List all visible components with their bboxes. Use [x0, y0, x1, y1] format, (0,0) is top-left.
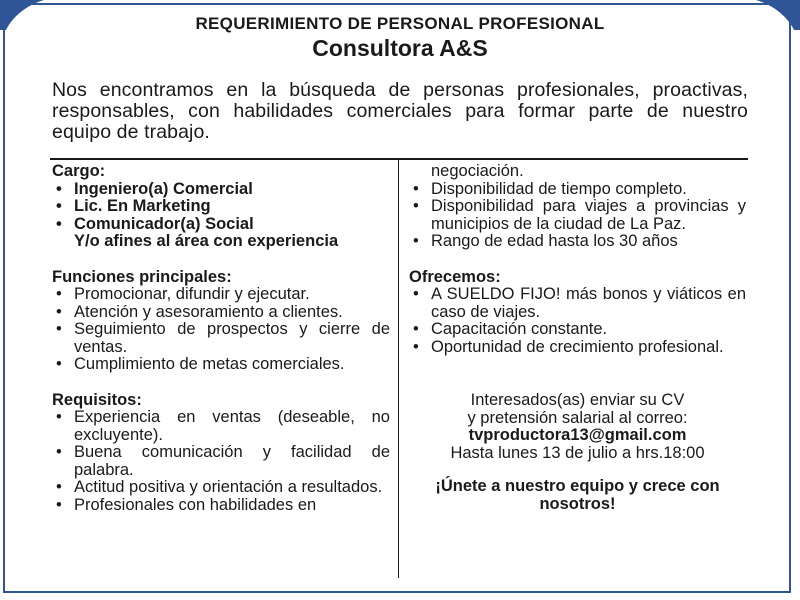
requisitos-item: • Disponibilidad de tiempo completo. — [409, 181, 746, 199]
contact-line-2: y pretensión salarial al correo: — [467, 408, 688, 427]
requisitos-item: • Profesionales con habilidades en — [52, 497, 390, 515]
left-column — [52, 163, 390, 514]
vertical-divider — [398, 160, 399, 578]
horizontal-divider — [50, 158, 748, 160]
ofrecemos-item: • Capacitación constante. — [409, 321, 746, 339]
requisitos-item: • Disponibilidad para viajes a provincias y municipios de la ciudad de La Paz. — [409, 198, 746, 233]
requisitos-item: • Actitud positiva y orientación a resultados. — [52, 479, 390, 497]
cargo-list — [52, 181, 390, 234]
requisitos-item: • Experiencia en ventas (deseable, no excluyente). — [52, 409, 390, 444]
funciones-item: • Seguimiento de prospectos y cierre de ventas. — [52, 321, 390, 356]
company-name: Consultora A&S — [312, 35, 488, 61]
funciones-item: • Cumplimiento de metas comerciales. — [52, 356, 390, 374]
contact-line-1: Interesados(as) enviar su CV — [470, 391, 685, 409]
requisitos-title: Requisitos: — [52, 390, 142, 409]
contact-block — [409, 392, 746, 462]
cargo-item: • Lic. En Marketing — [52, 198, 390, 216]
funciones-item: • Promocionar, difundir y ejecutar. — [52, 286, 390, 304]
requisitos-item: • Buena comunicación y facilidad de palabra. — [52, 444, 390, 479]
cargo-title: Cargo: — [52, 162, 106, 180]
right-column — [409, 163, 746, 513]
header — [0, 14, 800, 62]
funciones-item: • Atención y asesoramiento a clientes. — [52, 304, 390, 322]
intro-paragraph: Nos encontramos en la búsqueda de personas profesionales, proactivas, responsables, con habilidades comerciales para formar parte de nuestro equipo de trabajo. — [52, 79, 748, 143]
funciones-title: Funciones principales: — [52, 267, 232, 286]
contact-email: tvproductora13@gmail.com — [468, 426, 687, 444]
ofrecemos-item: • Oportunidad de crecimiento profesional. — [409, 339, 746, 357]
ofrecemos-list — [409, 286, 746, 356]
requisitos-more-list — [409, 181, 746, 251]
requisitos-continuation: negociación. — [431, 162, 524, 180]
funciones-list — [52, 286, 390, 374]
ofrecemos-item: • A SUELDO FIJO! más bonos y viáticos en caso de viajes. — [409, 286, 746, 321]
cargo-item: • Ingeniero(a) Comercial — [52, 181, 390, 199]
ofrecemos-title: Ofrecemos: — [409, 267, 501, 286]
requisitos-item: • Rango de edad hasta los 30 años — [409, 233, 746, 251]
cargo-extra: Y/o afines al área con experiencia — [74, 232, 339, 250]
requisitos-list — [52, 409, 390, 514]
page-heading: REQUERIMIENTO DE PERSONAL PROFESIONAL — [195, 14, 605, 33]
cargo-item: • Comunicador(a) Social — [52, 216, 390, 234]
closing-slogan: ¡Únete a nuestro equipo y crece con nosotros! — [435, 477, 720, 513]
contact-deadline: Hasta lunes 13 de julio a hrs.18:00 — [450, 443, 705, 462]
